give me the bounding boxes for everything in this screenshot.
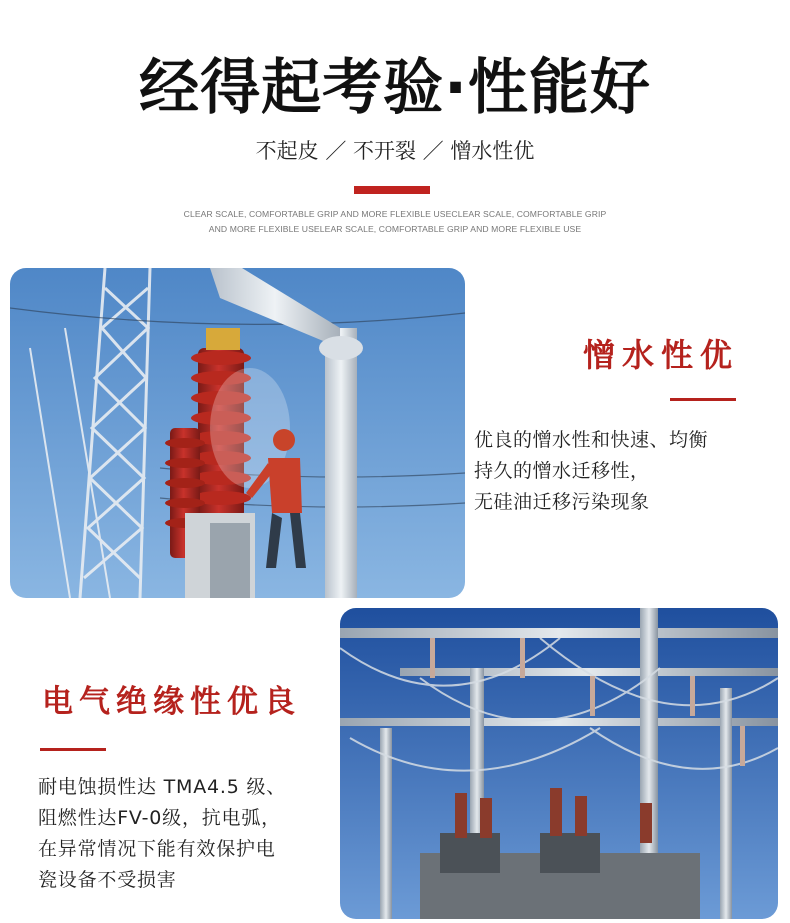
feature-2-line: 阻燃性达FV-0级，抗电弧，: [38, 807, 281, 829]
feature-1-description: [474, 425, 708, 518]
feature-1-line: 无硅油迁移污染现象: [474, 491, 650, 513]
feature-2-underline: [40, 748, 106, 751]
feature-2-line: 在异常情况下能有效保护电: [38, 838, 276, 860]
feature-1-title: 憎水性优: [583, 336, 740, 374]
feature-2-description: [38, 772, 286, 896]
feature-2-line: 耐电蚀损性达 TMA4.5 级、: [38, 776, 287, 798]
tagline: 不起皮 ／ 不开裂 ／ 憎水性优: [255, 139, 535, 163]
main-headline: 经得起考验·性能好: [139, 53, 651, 123]
english-blurb: CLEAR SCALE, COMFORTABLE GRIP AND MORE FLEXIBLE USECLEAR SCALE, COMFORTABLE GRIP AND MORE FLEXIBLE USELEAR SCALE, COMFORTABLE GRIP AND MORE FLEXIBLE USE: [183, 209, 607, 234]
feature-2-title: 电气绝缘性优良: [42, 684, 301, 720]
feature-2-line: 瓷设备不受损害: [38, 869, 177, 891]
feature-1-line: 持久的憎水迁移性，: [474, 460, 650, 482]
red-divider: [354, 186, 430, 194]
substation-photo: [340, 608, 778, 919]
feature-1-line: 优良的憎水性和快速、均衡: [474, 429, 709, 451]
feature-1-underline: [670, 398, 736, 401]
worker-insulator-photo: [10, 268, 465, 598]
